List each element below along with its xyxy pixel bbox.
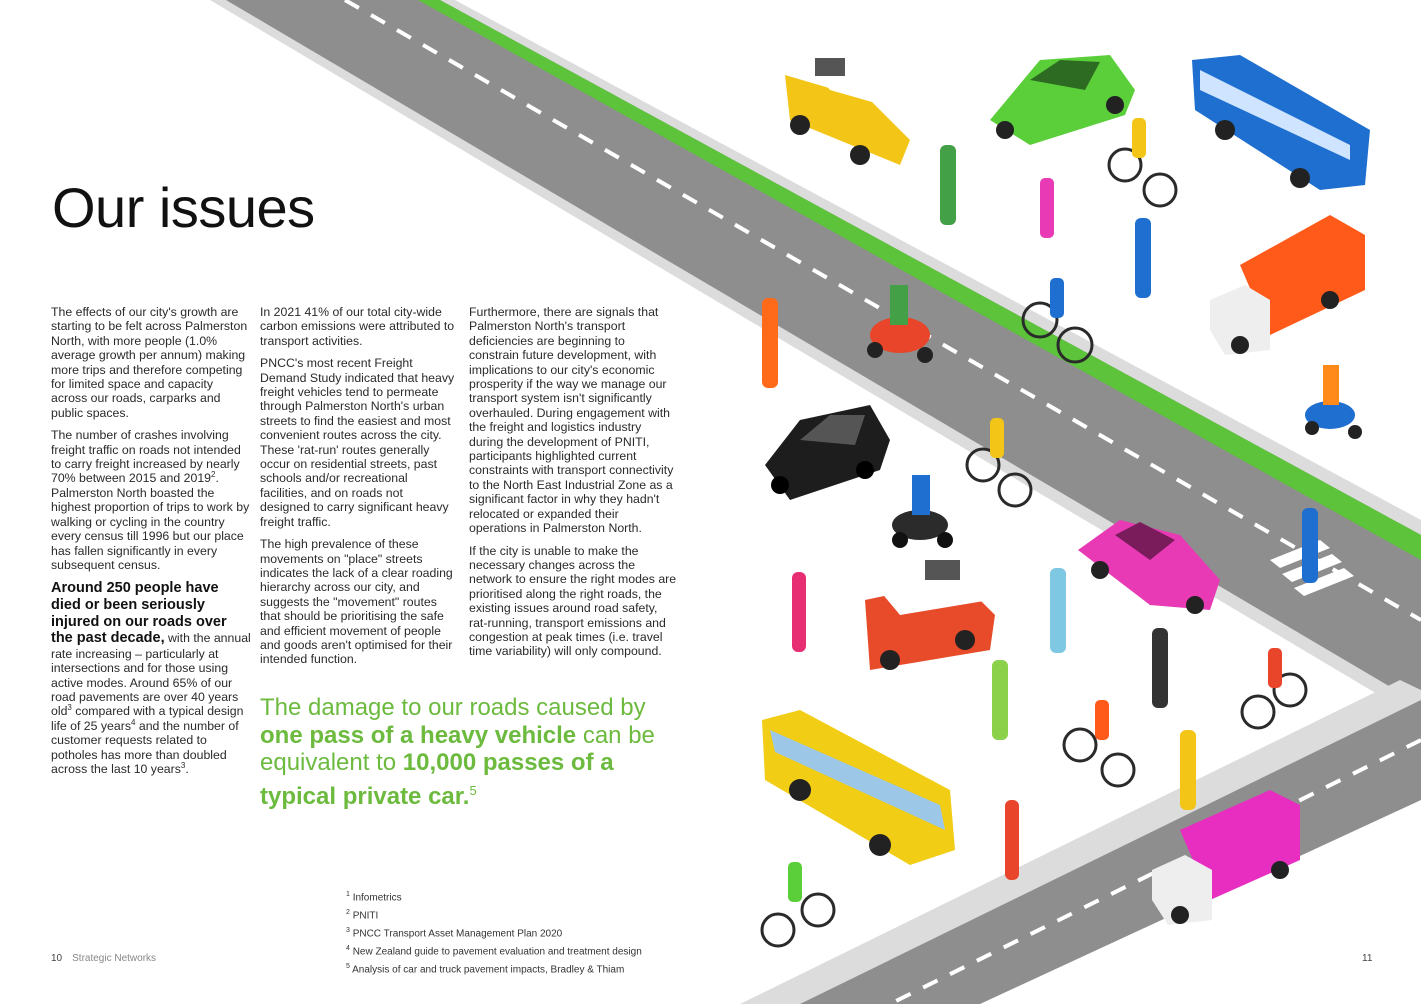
text-column-2 [260,305,456,675]
orange-truck-icon [1210,215,1365,355]
yellow-bus-icon [762,710,955,865]
page-number: 10 [51,953,63,964]
footnote-text: PNITI [352,910,379,922]
paragraph-text: and the number of customer requests related to potholes has more than doubled across the last 10 years [51,718,239,776]
text-column-3 [469,305,677,667]
footnote-number: 4 [346,944,350,952]
black-scooter-icon [892,475,953,548]
paragraph-text: . [185,761,189,776]
paragraph: The high prevalence of these movements on "place" streets indicates the lack of a clear roading hierarchy across our city, and suggests the "movement" routes that should be prioritising the safe and efficient movement of people and goods aren't optimised for their intended function. [260,537,453,667]
pull-quote-text: The damage to our roads caused by [260,694,646,721]
paragraph-text: compared with a typical design life of 25 years [51,704,244,733]
paragraph-text: . Palmerston North boasted the highest proportion of trips to work by walking or cycling in the country every census till 1996 but our place has fallen significantly in every subsequent census. [51,471,250,572]
blue-scooter-icon [1305,365,1362,439]
pull-quote-emphasis: one pass of a heavy vehicle [260,721,577,749]
paragraph-text: The number of crashes involving freight traffic on roads not intended to carry freight increased by nearly 70% between 2015 and 2019 [51,428,241,486]
yellow-van-icon [785,55,910,165]
paragraph [51,580,251,776]
footnote-ref: 2 [211,470,216,480]
footnote-ref: 3 [180,760,186,770]
footnote [346,906,642,924]
footnote [346,960,642,978]
left-page-footer [51,953,156,964]
footnote-text: Infometrics [352,892,402,904]
lead-statistic: Around 250 people have died or been seriously injured on our roads over the past decade, [51,580,227,647]
footnote-number: 3 [346,926,350,934]
paragraph: The effects of our city's growth are starting to be felt across Palmerston North, with more people (1.0% average growth per annum) making more trips and therefore competing for limited space and capacity across our roads, carparks and public spaces. [51,305,248,420]
green-car-icon [990,55,1135,145]
footnote-ref: 4 [130,717,136,727]
paragraph: If the city is unable to make the necessary changes across the network to ensure the right modes are prioritised along the right roads, the existing issues around road safety, rat-running, transport emissions and congestion at peak times (i.e. travel time variability) will only compound. [469,543,677,659]
paragraph-text: with the annual rate increasing – particularly at intersections and for those using active modes. Around 65% of our road pavements are over 40 years old [51,631,251,719]
footnote-number: 5 [346,962,350,970]
footnote-number: 2 [346,908,350,916]
section-name: Strategic Networks [72,953,157,964]
footnote [346,888,642,906]
red-van-icon [865,560,995,670]
paragraph: In 2021 41% of our total city-wide carbon emissions were attributed to transport activities. [260,305,455,348]
black-car-icon [765,405,890,500]
page-title: Our issues [52,176,315,239]
footnote-text: Analysis of car and truck pavement impacts, Bradley & Thiam [352,964,625,976]
paragraph: Furthermore, there are signals that Palmerston North's transport deficiencies are beginning to constrain future development, with implications to our city's economic prosperity if the way we manage our transport system isn't significantly overhauled. During engagement with the freight and logistics industry during the development of PNITI, participants highlighted current constraints with transport connectivity to the North East Industrial Zone as a significant factor in why they hadn't relocated or expanded their operations in Palmerston North. [469,305,674,536]
page-number: 11 [1362,953,1373,964]
text-column-1 [51,305,251,784]
footnote [346,924,642,942]
footnote [346,942,642,960]
blue-bus-icon [1192,55,1370,190]
footnote-ref: 3 [67,703,72,713]
footnote-text: PNCC Transport Asset Management Plan 2020 [352,928,563,940]
paragraph: PNCC's most recent Freight Demand Study indicated that heavy freight vehicles tend to permeate through Palmerston North's urban streets to find the easiest and most convenient routes across the city. These 'rat-run' routes generally occur on residential streets, past schools and/or recreational facilities, and on roads not designed to carry significant heavy freight traffic. [260,356,455,529]
paragraph [51,428,251,572]
footnote-ref: 5 [469,782,477,798]
pull-quote-text: can be equivalent to [260,721,655,777]
pull-quote-emphasis: 10,000 passes of a typical private car. [260,749,614,810]
footnote-number: 1 [346,891,350,898]
footnotes [346,888,642,978]
footnote-text: New Zealand guide to pavement evaluation and treatment design [352,946,642,958]
pull-quote [260,694,680,810]
